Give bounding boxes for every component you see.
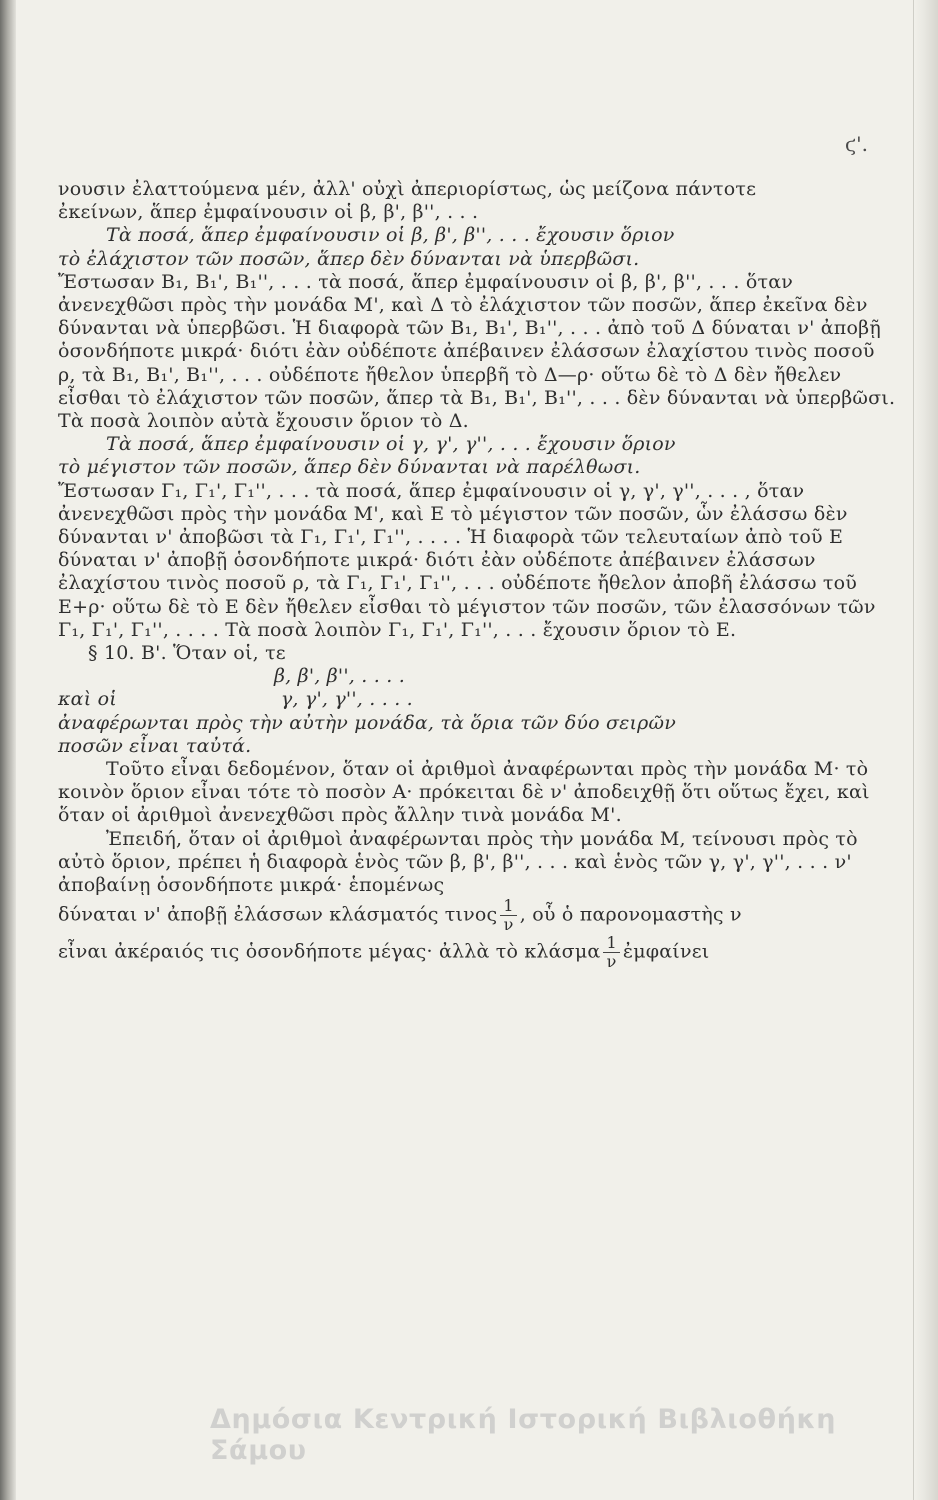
fraction-line-end: ἐμφαίνει [622,940,710,963]
proof-paragraph: Ἐπειδή, ὅταν οἱ ἀριθμοὶ ἀναφέρωνται πρὸς τὴν μονάδα Μ, τείνουσι πρὸς τὸ αὐτὸ ὅριον, πρέπει ἡ διαφορὰ ἑνὸς τῶν β, β', β'', . . . καὶ ἑνὸς τῶν γ, γ', γ'', . . . ν' ἀποβαίνῃ ὁσονδήποτε μικρά· ἑπομένως [58,827,858,897]
fraction [603,934,619,971]
fraction-line-start: δύναται ν' ἀποβῇ ἐλάσσων κλάσματός τινος [58,903,498,926]
section-heading-text: § 10. Β'. Ὅταν οἱ, τε [88,642,286,665]
proposition-line: τὸ μέγιστον τῶν ποσῶν, ἅπερ δὲν δύνανται νὰ παρέλθωσι. [58,456,641,479]
proof-paragraph: Τοῦτο εἶναι δεδομένον, ὅταν οἱ ἀριθμοὶ ἀναφέρωνται πρὸς τὴν μονάδα Μ· τὸ κοινὸν ὅριον εἶναι τότε τὸ ποσὸν Α· πρόκειται δὲ ν' ἀποδειχθῇ ὅτι οὕτως ἔχει, καὶ ὅταν οἱ ἀριθμοὶ ἀνενεχθῶσι πρὸς ἄλλην τινὰ μονάδα Μ'. [58,758,870,827]
series-g: γ, γ', γ'', . . . . [280,688,413,711]
proof-paragraph: Ἔστωσαν Γ₁, Γ₁', Γ₁'', . . . τὰ ποσά, ἅπερ ἐμφαίνουσιν οἱ γ, γ', γ'', . . . , ὅταν ἀνενεχθῶσι πρὸς τὴν μονάδα Μ', καὶ Ε τὸ μέγιστον τῶν ποσῶν, ὧν ἐλάσσω δὲν δύνανται ν' ἀποβῶσι τὰ Γ₁, Γ₁', Γ₁'', . . . . Ἡ διαφορὰ τῶν τελευταίων ἀπὸ τοῦ Ε δύναται ν' ἀποβῇ ὁσονδήποτε μικρά· διότι ἐὰν οὐδέποτε ἀπέβαινεν ἐλάσσων ἐλαχίστου τινὸς ποσοῦ ρ, τὰ Γ₁, Γ₁', Γ₁'', . . . οὐδέποτε ἤθελον ἀποβῆ ἐλάσσω τοῦ Ε+ρ· οὕτω δὲ τὸ Ε δὲν ἤθελεν εἶσθαι τὸ μέγιστον τῶν ποσῶν, τῶν ἐλασσόνων τῶν Γ₁, Γ₁', Γ₁'', . . . . Τὰ ποσὰ λοιπὸν Γ₁, Γ₁', Γ₁'', . . . ἔχουσιν ὅριον τὸ Ε. [58,479,876,641]
fraction-numerator: 1 [603,934,619,953]
fraction-line-end: , οὗ ὁ παρονομαστὴς ν [519,903,742,926]
fraction-denominator: ν [503,915,514,935]
library-watermark: Δημόσια Κεντρική Ιστορική Βιβλιοθήκη Σάμου [210,1404,837,1466]
fraction-line-start: εἶναι ἀκέραιός τις ὁσονδήποτε μέγας· ἀλλὰ τὸ κλάσμα [58,940,601,963]
book-spine-shadow [0,0,16,1500]
section-heading [58,642,898,665]
theorem-line: ἀναφέρωνται πρὸς τὴν αὐτὴν μονάδα, τὰ ὅρια τῶν δύο σειρῶν [58,711,676,734]
series-g-prefix: καὶ οἱ [58,688,117,711]
series-g-line [58,688,898,711]
text-line: νουσιν ἐλαττούμενα μέν, ἀλλ' οὐχὶ ἀπεριορίστως, ὡς μείζονα πάντοτε [58,178,757,200]
text-line: ἐκείνων, ἅπερ ἐμφαίνουσιν οἱ β, β', β'', . . . [58,201,479,224]
fraction-line [58,897,898,934]
page-edge [913,0,938,1500]
theorem-line: ποσῶν εἶναι ταὐτά. [58,734,252,757]
proposition-line: τὸ ἐλάχιστον τῶν ποσῶν, ἅπερ δὲν δύνανται νὰ ὑπερβῶσι. [58,247,640,270]
proposition-line: Τὰ ποσά, ἅπερ ἐμφαίνουσιν οἱ β, β', β'', . . . ἔχουσιν ὅριον [106,224,675,247]
proposition-line: Τὰ ποσά, ἅπερ ἐμφαίνουσιν οἱ γ, γ', γ'', . . . ἔχουσιν ὅριον [106,433,676,456]
fraction [500,897,516,934]
page-number: ϛ'. [844,132,868,156]
fraction-line [58,934,898,971]
proof-paragraph: Ἔστωσαν Β₁, Β₁', Β₁'', . . . τὰ ποσά, ἅπερ ἐμφαίνουσιν οἱ β, β', β'', . . . ὅταν ἀνενεχθῶσι πρὸς τὴν μονάδα Μ', καὶ Δ τὸ ἐλάχιστον τῶν ποσῶν, ἅπερ ἐκεῖνα δὲν δύνανται νὰ ὑπερβῶσι. Ἡ διαφορὰ τῶν Β₁, Β₁', Β₁'', . . . ἀπὸ τοῦ Δ δύναται ν' ἀποβῇ ὁσονδήποτε μικρά· διότι ἐὰν οὐδέποτε ἀπέβαινεν ἐλάσσων ἐλαχίστου τινὸς ποσοῦ ρ, τὰ Β₁, Β₁', Β₁'', . . . οὐδέποτε ἤθελον ὑπερβῆ τὸ Δ—ρ· οὕτω δὲ τὸ Δ δὲν ἤθελεν εἶσθαι τὸ ἐλάχιστον τῶν ποσῶν, ἅπερ τὰ Β₁, Β₁', Β₁'', . . . δὲν δύνανται νὰ ὑπερβῶσι. Τὰ ποσὰ λοιπὸν αὐτὰ ἔχουσιν ὅριον τὸ Δ. [58,270,896,433]
fraction-denominator: ν [606,952,617,972]
fraction-numerator: 1 [500,897,516,916]
page-text [58,178,898,971]
series-b: β, β', β'', . . . . [274,665,405,688]
